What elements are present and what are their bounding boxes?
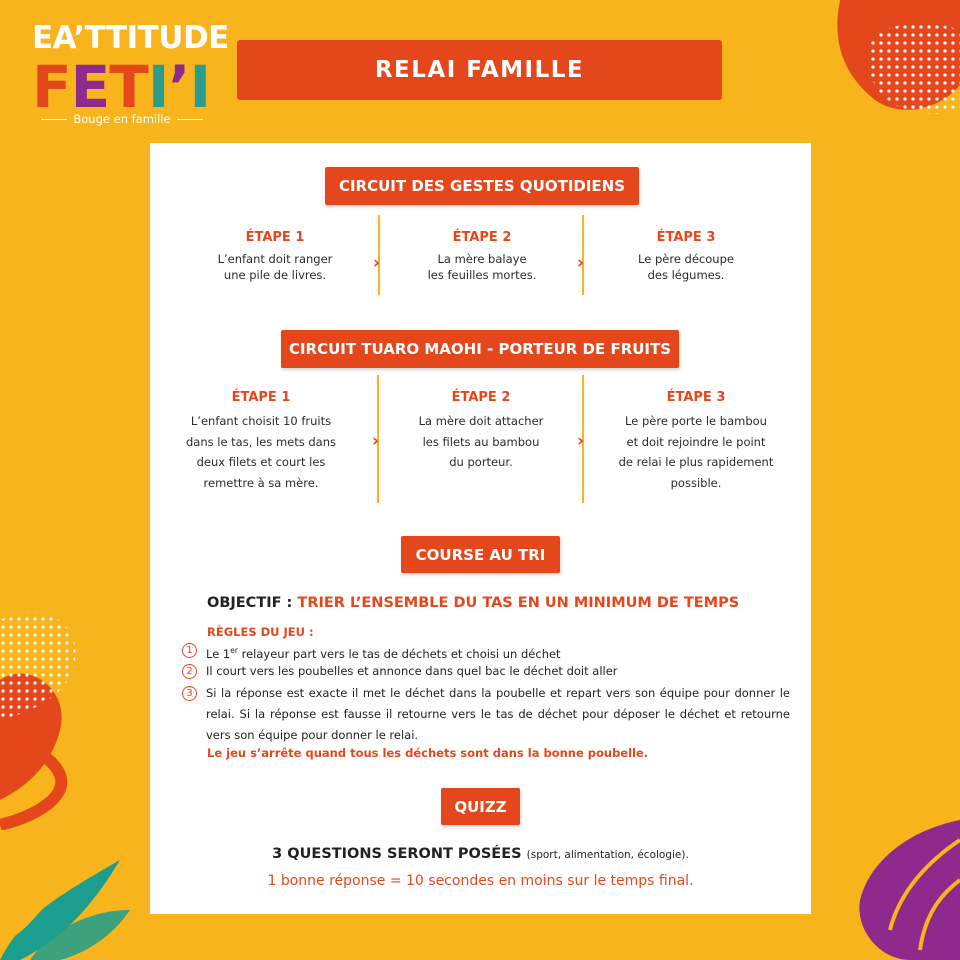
logo-letter: E <box>70 53 110 121</box>
decor-left <box>0 600 90 830</box>
step-title: ÉTAPE 2 <box>452 230 512 245</box>
leaf-bottom-right <box>850 820 960 960</box>
logo-letter: ’ <box>168 53 190 121</box>
logo-letter: T <box>109 53 148 121</box>
chevron-right-icon: › <box>373 253 381 273</box>
step-text: L’enfant doit ranger une pile de livres. <box>217 252 333 282</box>
step-title: ÉTAPE 1 <box>231 390 291 405</box>
rules-title: RÈGLES DU JEU : <box>207 625 314 639</box>
rule-item <box>180 683 790 746</box>
step-title: ÉTAPE 3 <box>666 390 726 405</box>
objective-label: OBJECTIF : <box>207 595 293 611</box>
content-card <box>150 143 811 914</box>
logo-tagline: Bouge en famille <box>34 112 210 126</box>
step-text: La mère doit attacher les filets au bambou du porteur. <box>418 414 544 469</box>
gestes-step-2 <box>382 230 585 283</box>
quizz-topics: (sport, alimentation, écologie). <box>526 849 689 861</box>
tuaro-step-1 <box>156 390 366 493</box>
step-text: Le père découpe des légumes. <box>638 252 734 282</box>
tuaro-step-2 <box>380 390 585 473</box>
section-title-tri: COURSE AU TRI <box>401 536 560 573</box>
logo <box>26 12 229 132</box>
chevron-right-icon: › <box>577 431 585 451</box>
logo-letter: I <box>189 53 211 121</box>
objective <box>207 595 739 611</box>
chevron-right-icon: › <box>577 253 585 273</box>
step-title: ÉTAPE 3 <box>656 230 716 245</box>
logo-letter: I <box>147 53 169 121</box>
step-text: L’enfant choisit 10 fruits dans le tas, les mets dans deux filets et court les remettre à sa mère. <box>185 414 337 490</box>
logo-title: EA’TTITUDE <box>32 20 229 56</box>
step-title: ÉTAPE 2 <box>451 390 511 405</box>
gestes-step-1 <box>170 230 380 283</box>
rule-number: 1 <box>182 643 197 658</box>
step-title: ÉTAPE 1 <box>245 230 305 245</box>
quizz-questions-main: 3 QUESTIONS SERONT POSÉES <box>272 846 522 862</box>
rule-item <box>180 661 790 682</box>
logo-letter: F <box>32 53 71 121</box>
rule-number: 3 <box>182 686 197 701</box>
rule-number: 2 <box>182 664 197 679</box>
leaf-bottom-left <box>0 820 140 960</box>
quizz-questions <box>150 846 811 862</box>
step-text: La mère balaye les feuilles mortes. <box>427 252 537 282</box>
chevron-right-icon: › <box>372 431 380 451</box>
page-title: RELAI FAMILLE <box>237 40 722 100</box>
section-title-tuaro: CIRCUIT TUARO MAOHI - PORTEUR DE FRUITS <box>281 330 679 368</box>
rule-text: Le 1er relayeur part vers le tas de déchets et choisi un déchet <box>206 646 561 661</box>
gestes-step-3 <box>586 230 786 283</box>
tuaro-step-3 <box>586 390 806 493</box>
step-text: Le père porte le bambou et doit rejoindre le point de relai le plus rapidement possible. <box>618 414 774 490</box>
rule-text: Il court vers les poubelles et annonce dans quel bac le déchet doit aller <box>206 664 618 678</box>
decor-top-right <box>830 0 960 120</box>
quizz-bonus: 1 bonne réponse = 10 secondes en moins sur le temps final. <box>267 873 694 889</box>
section-title-quizz: QUIZZ <box>441 788 520 825</box>
rules-end-text: Le jeu s’arrête quand tous les déchets sont dans la bonne poubelle. <box>207 746 649 760</box>
objective-text: TRIER L’ENSEMBLE DU TAS EN UN MINIMUM DE TEMPS <box>297 595 740 611</box>
rule-text: Si la réponse est exacte il met le déchet dans la poubelle et repart vers son équipe pour donner le relai. Si la réponse est fausse il retourne vers le tas de déchet pour déposer le déchet et retourne vers son équipe pour donner le relai. <box>206 686 790 742</box>
section-title-gestes: CIRCUIT DES GESTES QUOTIDIENS <box>325 167 639 205</box>
